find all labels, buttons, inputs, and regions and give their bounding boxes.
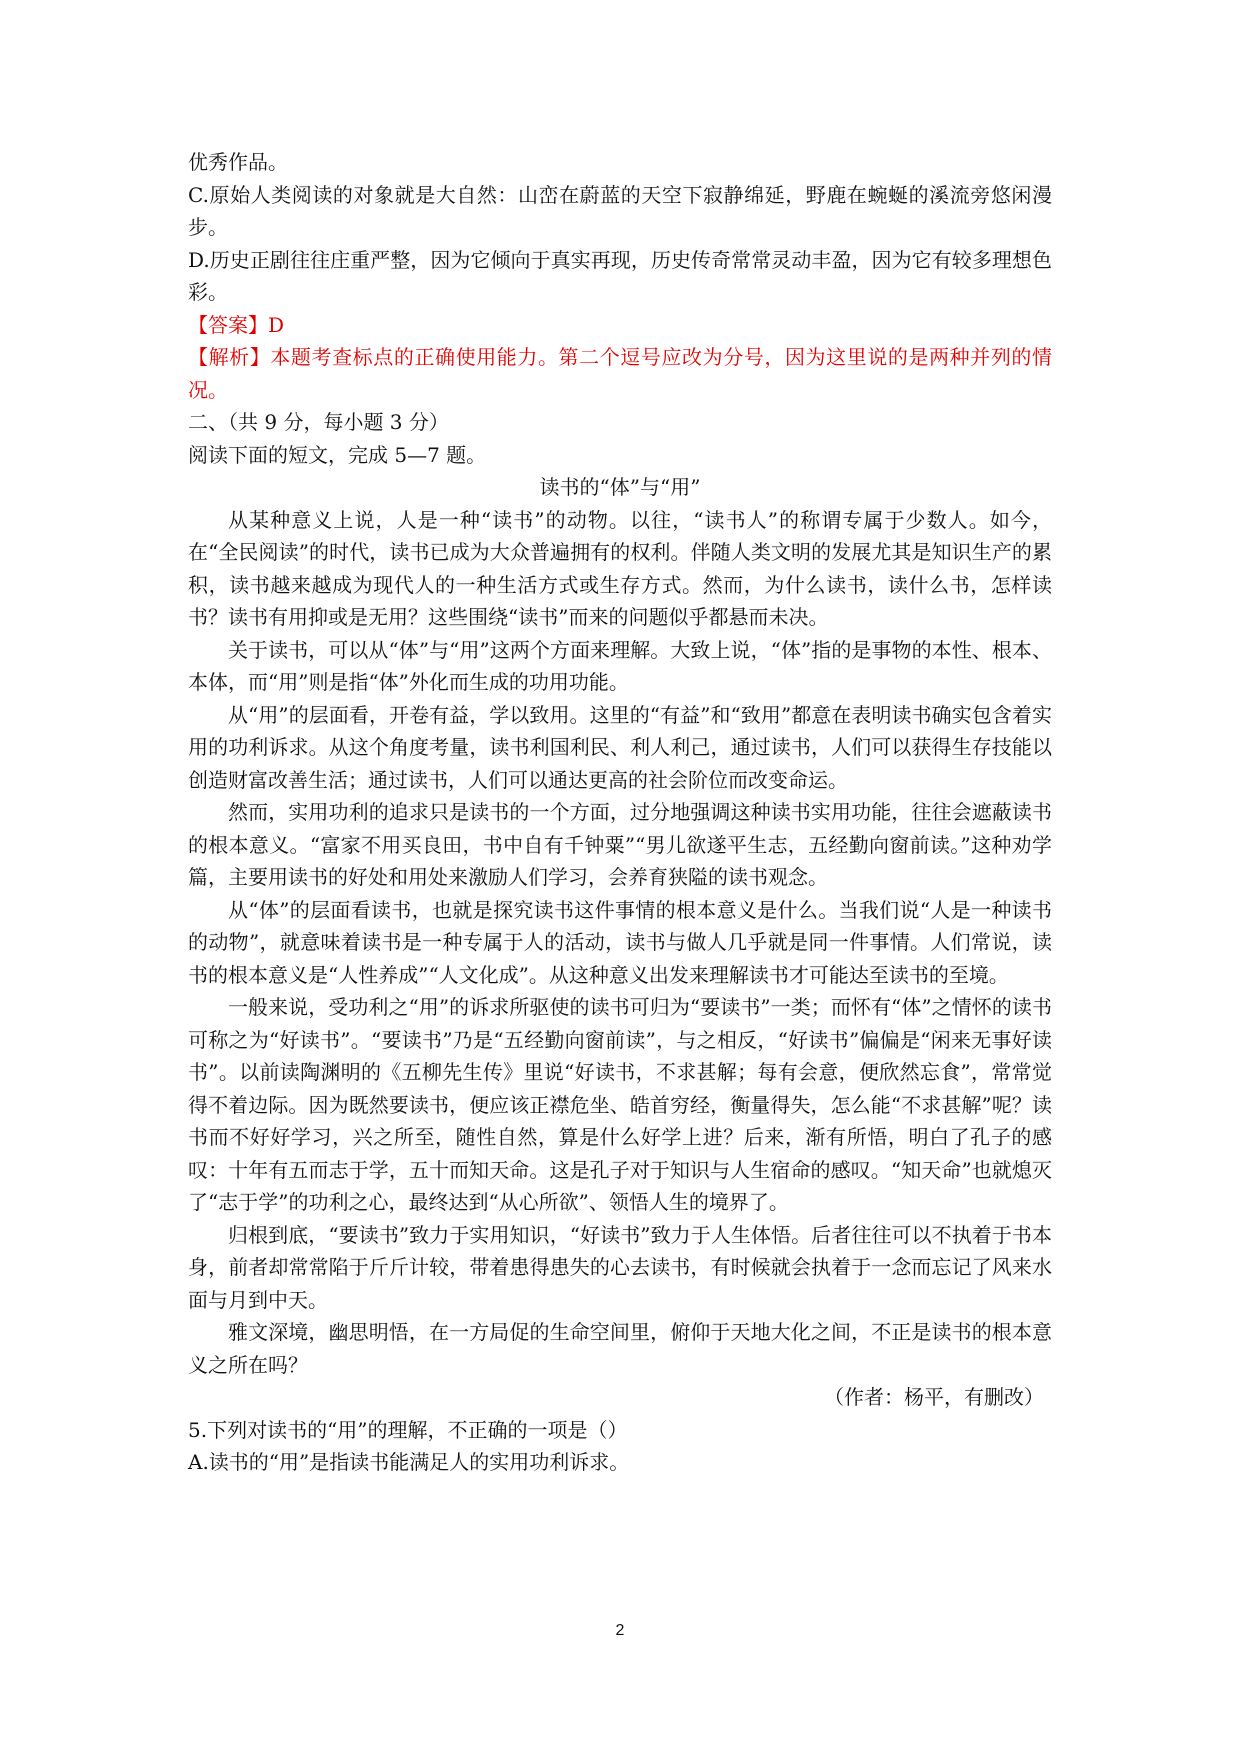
article-paragraph-7: 归根到底，“要读书”致力于实用知识，“好读书”致力于人生体悟。后者往往可以不执着于书本身，前者却常常陷于斤斤计较，带着患得患失的心去读书，有时候就会执着于一念而忘记了风来水面与月到中天。 xyxy=(188,1222,1052,1312)
page-content xyxy=(188,146,1052,1479)
question-4-tail: 优秀作品。 xyxy=(188,150,288,174)
reading-instruction: 阅读下面的短文，完成 5—7 题。 xyxy=(188,442,487,467)
page-number: 2 xyxy=(615,1622,625,1639)
question-4-option-d: D.历史正剧往往庄重严整，因为它倾向于真实再现，历史传奇常常灵动丰盈，因为它有较多理想色彩。 xyxy=(188,247,1052,304)
article-author: （作者：杨平，有删改） xyxy=(824,1385,1044,1409)
article-title: 读书的“体”与“用” xyxy=(539,475,701,499)
analysis-text: 【解析】本题考查标点的正确使用能力。第二个逗号应改为分号，因为这里说的是两种并列的情况。 xyxy=(188,345,1052,402)
answer-line: 【答案】D xyxy=(188,312,285,337)
section-header: 二、（共 9 分，每小题 3 分） xyxy=(188,410,449,434)
article-paragraph-4: 然而，实用功利的追求只是读书的一个方面，过分地强调这种读书实用功能，往往会遮蔽读书的根本意义。“富家不用买良田，书中自有千钟粟”“男儿欲遂平生志，五经勤向窗前读。”这种劝学篇，主要用读书的好处和用处来激励人们学习，会养育狭隘的读书观念。 xyxy=(188,800,1052,889)
article-paragraph-1: 从某种意义上说，人是一种“读书”的动物。以往，“读书人”的称谓专属于少数人。如今，在“全民阅读”的时代，读书已成为大众普遍拥有的权利。伴随人类文明的发展尤其是知识生产的累积，读书越来越成为现代人的一种生活方式或生存方式。然而，为什么读书，读什么书，怎样读书？读书有用抑或是无用？这些围绕“读书”而来的问题似乎都悬而未决。 xyxy=(188,507,1052,629)
question-5-option-a: A.读书的“用”是指读书能满足人的实用功利诉求。 xyxy=(188,1450,630,1474)
article-paragraph-6: 一般来说，受功利之“用”的诉求所驱使的读书可归为“要读书”一类；而怀有“体”之情怀的读书可称之为“好读书”。“要读书”乃是“五经勤向窗前读”，与之相反，“好读书”偏偏是“闲来无事好读书”。以前读陶渊明的《五柳先生传》里说“好读书，不求甚解；每有会意，便欣然忘食”，常常觉得不着边际。因为既然要读书，便应该正襟危坐、皓首穷经，衡量得失，怎么能“不求甚解”呢？读书而不好好学习，兴之所至，随性自然，算是什么好学上进？后来，渐有所悟，明白了孔子的感叹：十年有五而志于学，五十而知天命。这是孔子对于知识与人生宿命的感叹。“知天命”也就熄灭了“志于学”的功利之心，最终达到“从心所欲”、领悟人生的境界了。 xyxy=(188,995,1052,1214)
question-5-stem: 5.下列对读书的“用”的理解，不正确的一项是（） xyxy=(188,1417,628,1442)
article-paragraph-5: 从“体”的层面看读书，也就是探究读书这件事情的根本意义是什么。当我们说“人是一种读书的动物”，就意味着读书是一种专属于人的活动，读书与做人几乎就是同一件事情。人们常说，读书的根本意义是“人性养成”“人文化成”。从这种意义出发来理解读书才可能达至读书的至境。 xyxy=(188,897,1052,987)
question-4-option-c: C.原始人类阅读的对象就是大自然：山峦在蔚蓝的天空下寂静绵延，野鹿在蜿蜒的溪流旁悠闲漫步。 xyxy=(188,182,1052,239)
article-paragraph-3: 从“用”的层面看，开卷有益，学以致用。这里的“有益”和“致用”都意在表明读书确实包含着实用的功利诉求。从这个角度考量，读书利国利民、利人利己，通过读书，人们可以获得生存技能以创造财富改善生活；通过读书，人们可以通达更高的社会阶位而改变命运。 xyxy=(188,702,1052,792)
article-paragraph-2: 关于读书，可以从“体”与“用”这两个方面来理解。大致上说，“体”指的是事物的本性、根本、本体，而“用”则是指“体”外化而生成的功用功能。 xyxy=(188,637,1052,694)
article-paragraph-8: 雅文深境，幽思明悟，在一方局促的生命空间里，俯仰于天地大化之间，不正是读书的根本意义之所在吗？ xyxy=(188,1320,1052,1377)
